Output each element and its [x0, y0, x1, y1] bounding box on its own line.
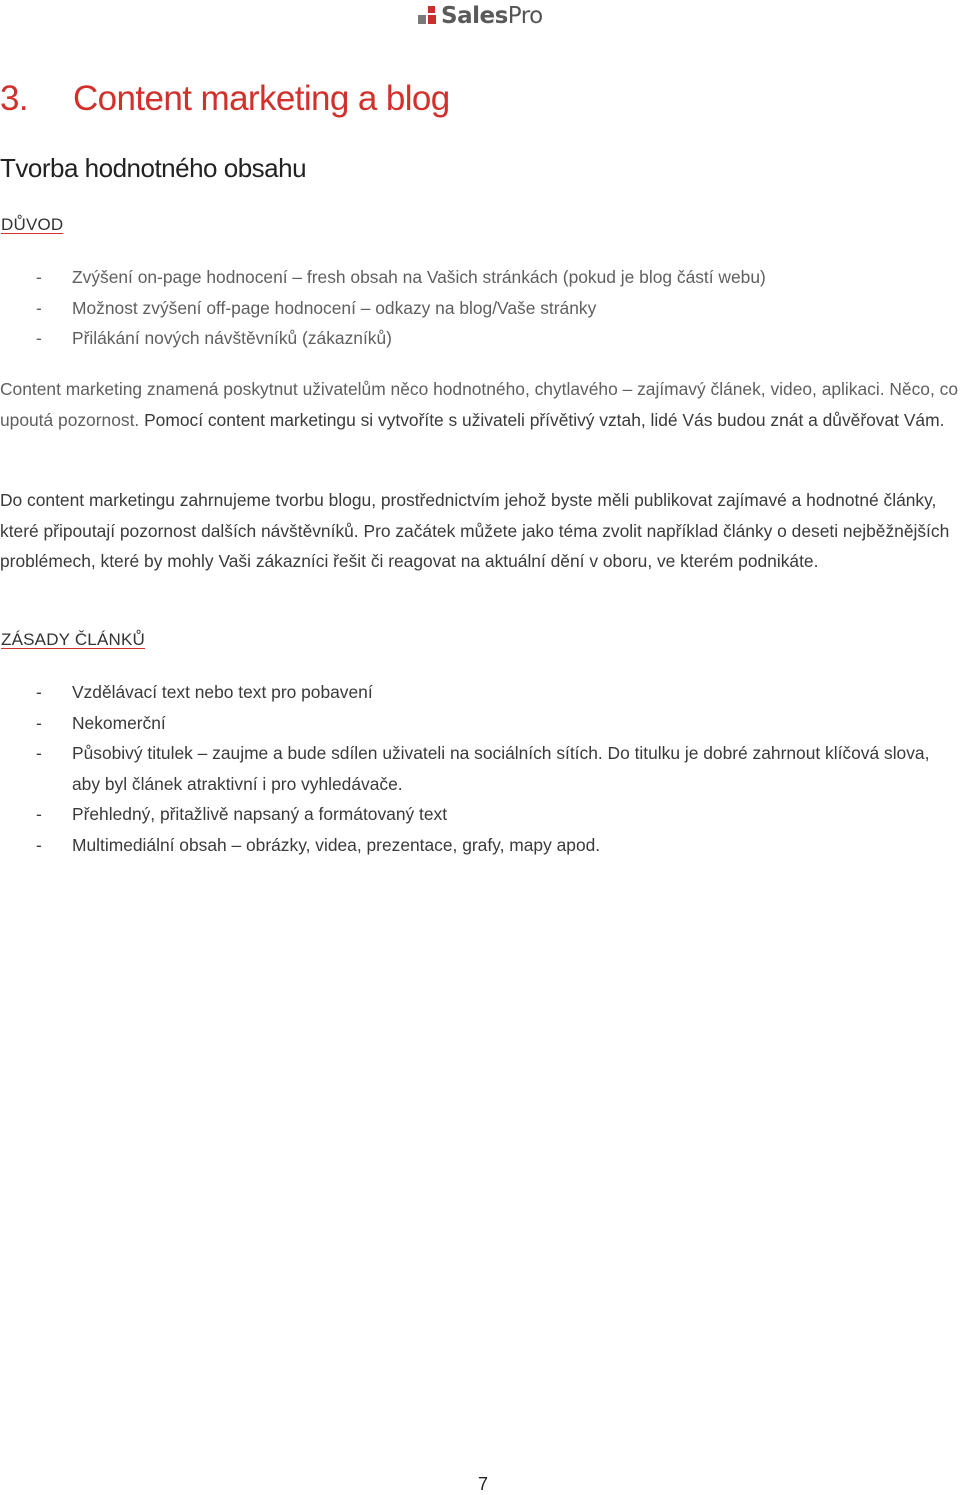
duvod-list [0, 262, 930, 354]
chapter-number: 3. [0, 79, 28, 118]
list-item: - Přilákání nových návštěvníků (zákazníků) [36, 328, 392, 349]
duvod-heading: DŮVOD [1, 215, 64, 234]
list-item: - Možnost zvýšení off-page hodnocení – odkazy na blog/Vaše stránky [36, 297, 597, 318]
paragraph-blog: Do content marketingu zahrnujeme tvorbu blogu, prostřednictvím jehož byste měli publikovat zajímavé a hodnotné články, které připoutají pozornost dalších návštěvníků. Pro začátek můžete jako téma zvolit například články o deseti nejběžnějších problémech, které by mohly Vaši zákazníci řešit či reagovat na aktuální dění v oboru, ve kterém podnikáte. [0, 490, 950, 572]
salespro-logo [418, 2, 543, 30]
section-subheading: Tvorba hodnotného obsahu [0, 153, 307, 183]
page-number: 7 [477, 1474, 488, 1494]
list-item: - Zvýšení on-page hodnocení – fresh obsah na Vašich stránkách (pokud je blog částí webu) [36, 267, 766, 287]
logo-text: SalesPro [441, 2, 543, 29]
logo-squares-icon [418, 6, 438, 26]
chapter-heading [0, 79, 450, 119]
list-item: - Vzdělávací text nebo text pro pobavení [36, 682, 373, 702]
list-item: - Přehledný, přitažlivě napsaný a formátovaný text [36, 804, 448, 825]
paragraph-content-marketing: Content marketing znamená poskytnut uživatelům něco hodnotného, chytlavého – zajímavý článek, video, aplikaci. Něco, co upoutá pozornost. Pomocí content marketingu si vytvoříte s uživateli přívětivý vztah, lidé Vás budou znát a důvěřovat Vám. [0, 379, 958, 430]
list-item: - Multimediální obsah – obrázky, videa, prezentace, grafy, mapy apod. [36, 834, 601, 855]
list-item: - Působivý titulek – zaujme a bude sdílen uživateli na sociálních sítích. Do titulku je dobré zahrnout klíčová slova, aby byl článek atraktivní i pro vyhledávače. [36, 743, 930, 794]
zasady-heading: ZÁSADY ČLÁNKŮ [1, 630, 145, 649]
zasady-list [0, 677, 930, 861]
list-item: - Nekomerční [36, 712, 166, 733]
chapter-title: Content marketing a blog [73, 79, 450, 118]
